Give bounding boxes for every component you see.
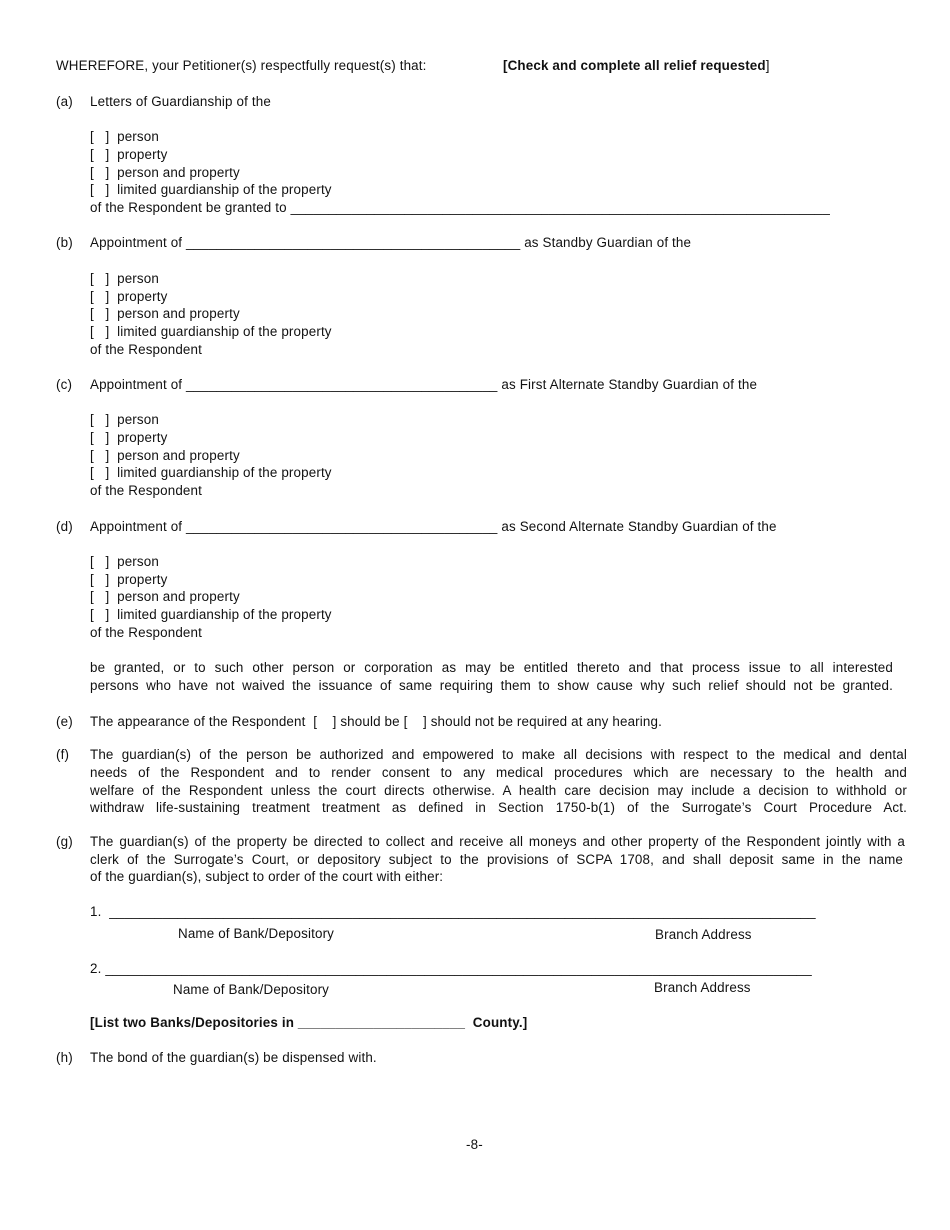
- section-a-title: Letters of Guardianship of the: [90, 94, 271, 109]
- section-b-option-limited[interactable]: [ ] limited guardianship of the property: [90, 324, 332, 339]
- section-c-option-person[interactable]: [ ] person: [90, 412, 159, 427]
- section-h-label: (h): [56, 1050, 73, 1065]
- section-c-label: (c): [56, 377, 73, 392]
- banks-county-instruction[interactable]: [List two Banks/Depositories in ______________________ County.]: [90, 1015, 528, 1030]
- section-a-option-limited[interactable]: [ ] limited guardianship of the property: [90, 182, 332, 197]
- intro-text: WHEREFORE, your Petitioner(s) respectfully request(s) that:: [56, 58, 427, 73]
- section-a-option-property[interactable]: [ ] property: [90, 147, 168, 162]
- section-b-option-property[interactable]: [ ] property: [90, 289, 168, 304]
- section-a-granted-to-field[interactable]: of the Respondent be granted to _______________________________________________________________________: [90, 200, 831, 215]
- section-c-title[interactable]: Appointment of _________________________________________ as First Alternate Standby Guardian of the: [90, 377, 758, 392]
- section-d-option-property[interactable]: [ ] property: [90, 572, 168, 587]
- section-b-option-person-and-property[interactable]: [ ] person and property: [90, 306, 240, 321]
- section-h-bond-text: The bond of the guardian(s) be dispensed with.: [90, 1050, 377, 1065]
- section-c-option-limited[interactable]: [ ] limited guardianship of the property: [90, 465, 332, 480]
- granted-paragraph-line: persons who have not waived the issuance of same requiring them to show cause why such relief should not be granted.: [90, 678, 893, 693]
- section-f-line: welfare of the Respondent unless the court directs otherwise. A health care decision may include a decision to withhold or: [90, 783, 907, 798]
- relief-instruction: [503, 58, 770, 74]
- section-d-closing: of the Respondent: [90, 625, 202, 640]
- section-b-closing: of the Respondent: [90, 342, 202, 357]
- section-g-line: clerk of the Surrogate’s Court, or depository subject to the provisions of SCPA 1708, and shall deposit same in the name: [90, 852, 903, 867]
- bank-1-field[interactable]: 1. _____________________________________________________________________________________________: [90, 904, 816, 919]
- section-f-line: needs of the Respondent and to render consent to any medical procedures which are necessary to the health and: [90, 765, 907, 780]
- section-b-title[interactable]: Appointment of ____________________________________________ as Standby Guardian of the: [90, 235, 692, 250]
- bank-1-name-caption: Name of Bank/Depository: [178, 926, 335, 941]
- bank-2-branch-caption: Branch Address: [654, 980, 751, 995]
- section-d-option-limited[interactable]: [ ] limited guardianship of the property: [90, 607, 332, 622]
- relief-instruction-text: [Check and complete all relief requested: [503, 58, 766, 73]
- section-c-option-property[interactable]: [ ] property: [90, 430, 168, 445]
- section-b-label: (b): [56, 235, 73, 250]
- relief-instruction-bracket: ]: [765, 58, 770, 73]
- section-f-label: (f): [56, 747, 70, 762]
- section-d-option-person-and-property[interactable]: [ ] person and property: [90, 589, 240, 604]
- section-d-option-person[interactable]: [ ] person: [90, 554, 159, 569]
- section-f-line: withdraw life-sustaining treatment treatment as defined in Section 1750-b(1) of the Surrogate’s Court Procedure Act.: [90, 800, 907, 815]
- section-f-line: The guardian(s) of the person be authorized and empowered to make all decisions with respect to the medical and dental: [90, 747, 907, 762]
- section-g-line: The guardian(s) of the property be directed to collect and receive all moneys and other property of the Respondent jointly with a: [90, 834, 905, 849]
- section-c-closing: of the Respondent: [90, 483, 202, 498]
- section-c-option-person-and-property[interactable]: [ ] person and property: [90, 448, 240, 463]
- section-e-label: (e): [56, 714, 73, 729]
- section-a-label: (a): [56, 94, 73, 109]
- bank-2-field[interactable]: 2. _____________________________________________________________________________________________: [90, 961, 812, 976]
- section-a-option-person[interactable]: [ ] person: [90, 129, 159, 144]
- section-d-title[interactable]: Appointment of _________________________________________ as Second Alternate Standby Guardian of the: [90, 519, 777, 534]
- bank-2-name-caption: Name of Bank/Depository: [173, 982, 330, 997]
- section-b-option-person[interactable]: [ ] person: [90, 271, 159, 286]
- page-number: -8-: [466, 1137, 483, 1152]
- section-e-appearance-text[interactable]: The appearance of the Respondent [ ] should be [ ] should not be required at any hearing.: [90, 714, 662, 729]
- section-a-option-person-and-property[interactable]: [ ] person and property: [90, 165, 240, 180]
- section-g-line: of the guardian(s), subject to order of the court with either:: [90, 869, 444, 884]
- granted-paragraph-line: be granted, or to such other person or corporation as may be entitled thereto and that process issue to all interested: [90, 660, 893, 675]
- section-d-label: (d): [56, 519, 73, 534]
- bank-1-branch-caption: Branch Address: [655, 927, 752, 942]
- section-g-label: (g): [56, 834, 73, 849]
